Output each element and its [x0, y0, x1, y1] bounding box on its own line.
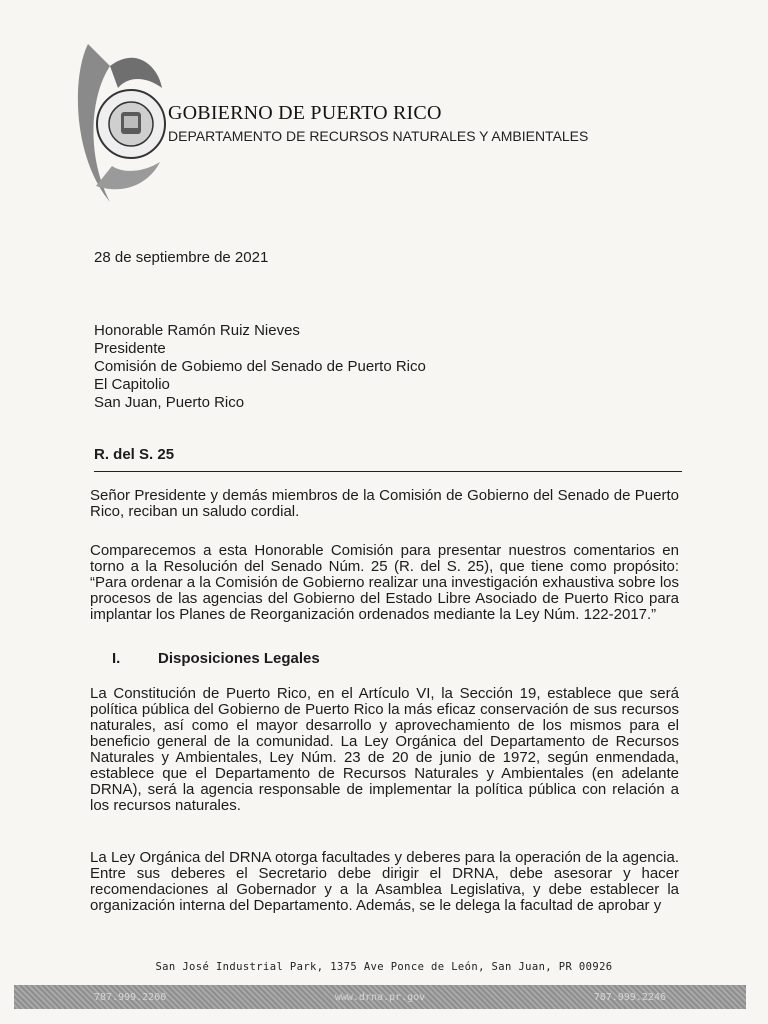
section-number: I. — [112, 650, 121, 667]
addressee-commission: Comisión de Gobiemo del Senado de Puerto Rico — [94, 358, 426, 375]
legal-paragraph-2: La Ley Orgánica del DRNA otorga facultades y deberes para la operación de la agencia. Entre sus deberes el Secretario debe dirigir el DRNA, debe asesorar y hacer recomendaciones al Gobernador y a la Asamblea Legislativa, y debe establecer la organización interna del Departamento. Además, se le delega la facultad de aprobar y — [90, 849, 679, 914]
footer-phone: 787.999.2200 — [94, 991, 167, 1003]
addressee-title: Presidente — [94, 340, 166, 357]
section-title: Disposiciones Legales — [158, 650, 320, 667]
intro-paragraph: Comparecemos a esta Honorable Comisión para presentar nuestros comentarios en torno a la Resolución del Senado Núm. 25 (R. del S. 25), que tiene como propósito: “Para ordenar a la Comisión de Gobierno realizar una investigación exhaustiva sobre los procesos de las agencias del Gobierno del Estado Libre Asociado de Puerto Rico para implantar los Planes de Reorganización ordenados mediante la Ley Núm. 122-2017.” — [90, 542, 679, 623]
letter-date: 28 de septiembre de 2021 — [94, 249, 269, 266]
footer-fax: 787.999.2246 — [593, 991, 666, 1003]
letterhead-title: GOBIERNO DE PUERTO RICO — [168, 102, 442, 124]
puerto-rico-seal-icon — [66, 36, 166, 206]
legal-paragraph-1: La Constitución de Puerto Rico, en el Artículo VI, la Sección 19, establece que será política pública del Gobierno de Puerto Rico la más eficaz conservación de sus recursos naturales, así como el mayor desarrollo y aprovechamiento de los mismos para el beneficio general de la comunidad. La Ley Orgánica del Departamento de Recursos Naturales y Ambientales, Ley Núm. 23 de 20 de junio de 1972, según enmendada, establece que el Departamento de Recursos Naturales y Ambientales (en adelante DRNA), será la agencia responsable de implementar la política pública con relación a los recursos naturales. — [90, 685, 679, 814]
greeting-paragraph: Señor Presidente y demás miembros de la Comisión de Gobierno del Senado de Puerto Rico, reciban un saludo cordial. — [90, 487, 679, 520]
reference-line: R. del S. 25 — [94, 446, 682, 472]
footer-address: San José Industrial Park, 1375 Ave Ponce de León, San Juan, PR 00926 — [155, 961, 613, 973]
addressee-building: El Capitolio — [94, 376, 170, 393]
addressee-name: Honorable Ramón Ruiz Nieves — [94, 322, 300, 339]
letterhead-subtitle: DEPARTAMENTO DE RECURSOS NATURALES Y AMBIENTALES — [168, 128, 589, 144]
addressee-city: San Juan, Puerto Rico — [94, 394, 245, 411]
addressee-block — [94, 322, 426, 412]
footer-contact-band — [14, 985, 746, 1009]
footer-website: www.drna.pr.gov — [334, 991, 426, 1003]
